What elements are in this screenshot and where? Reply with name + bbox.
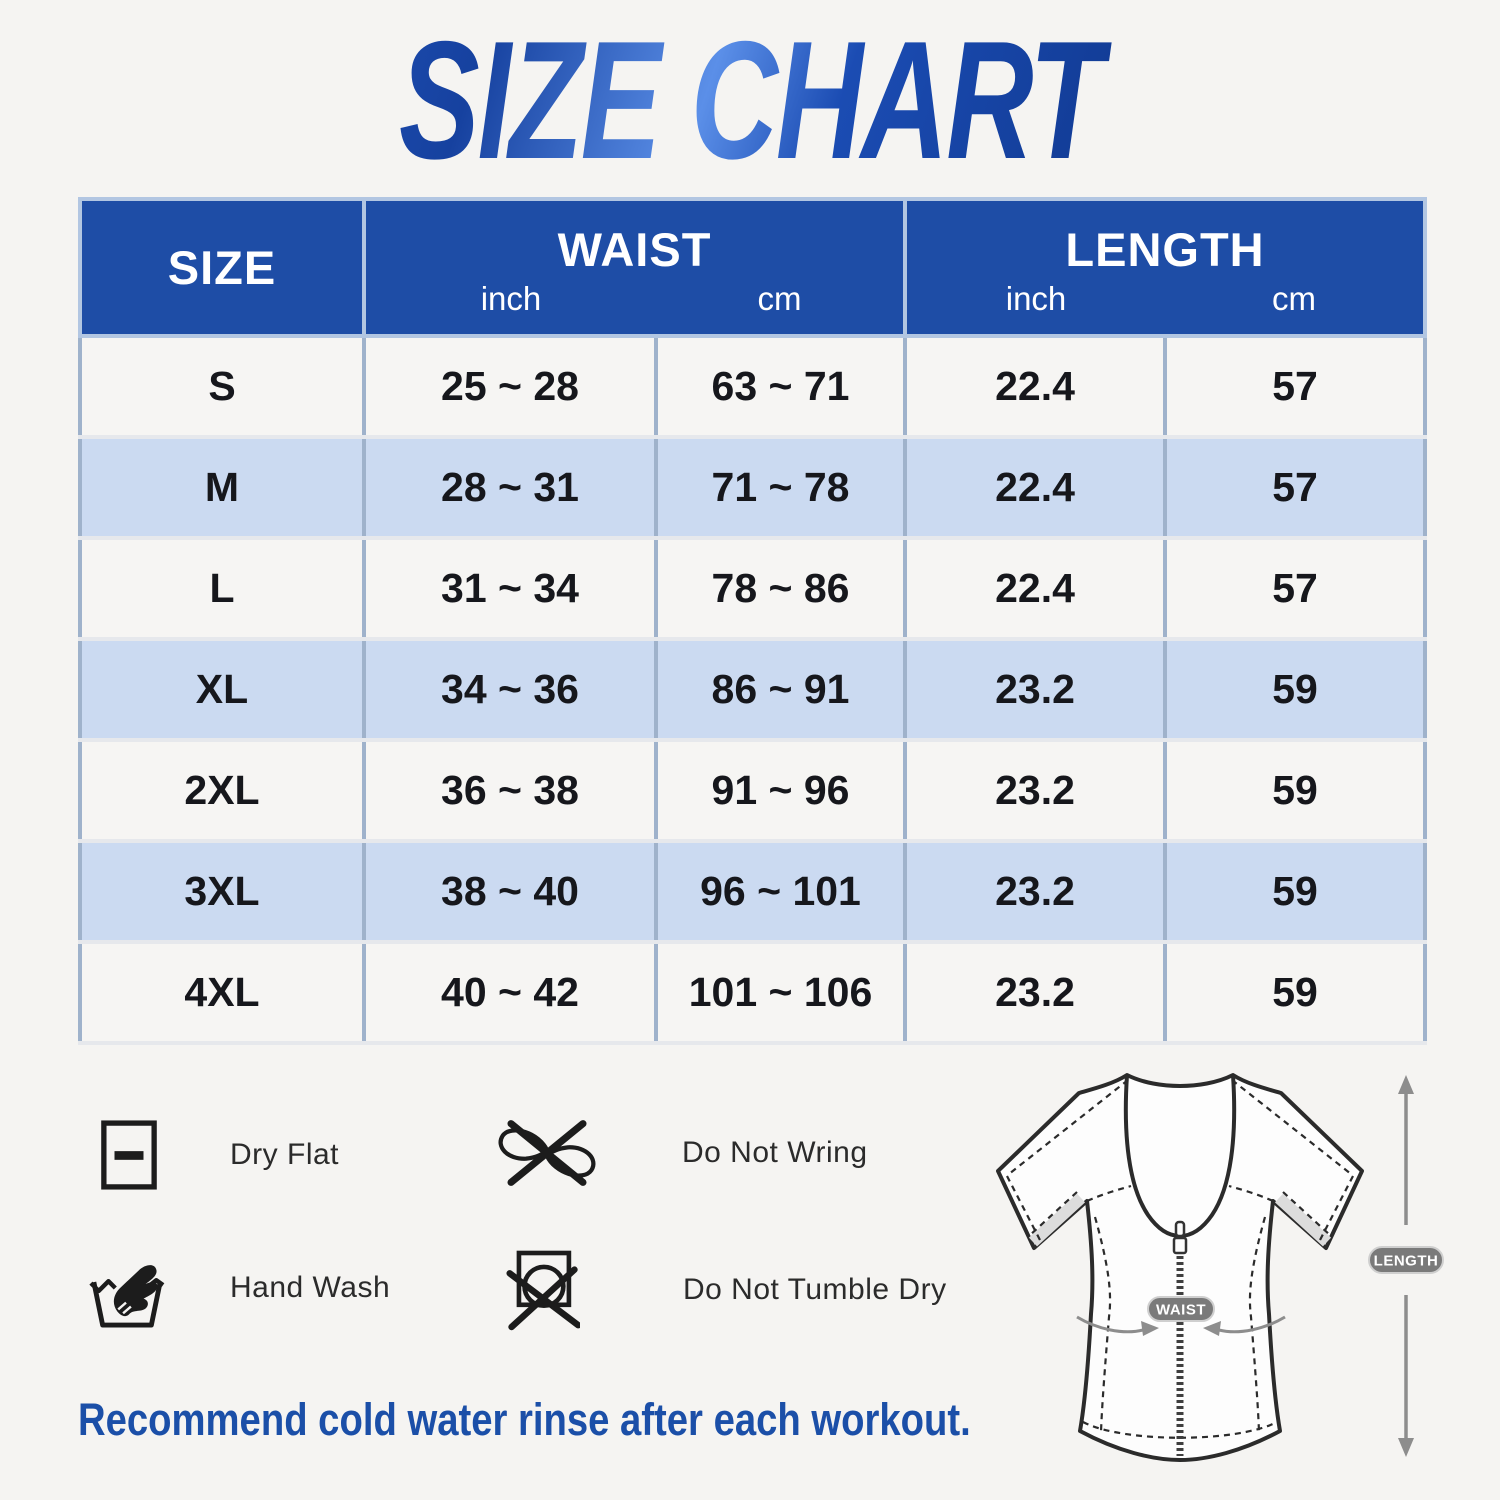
length-cm-cell: 57 [1165,437,1425,538]
table-row [80,841,1425,942]
header-waist [364,199,905,336]
garment-illustration [945,1052,1465,1492]
length-inch-cell: 22.4 [905,538,1165,639]
table-row [80,437,1425,538]
length-inch-cell: 22.4 [905,336,1165,437]
care-label: Hand Wash [230,1271,391,1304]
care-note: Recommend cold water rinse after each workout. [78,1394,971,1445]
length-badge [1369,1247,1443,1273]
size-cell: XL [80,639,364,740]
care-label: Dry Flat [230,1138,339,1171]
length-units [907,280,1423,318]
size-cell: M [80,437,364,538]
waist-inch-cell: 31 ~ 34 [364,538,656,639]
size-table [78,197,1427,1045]
waist-cm-cell: 63 ~ 71 [656,336,905,437]
length-badge-label: LENGTH [1373,1252,1439,1270]
dry-flat-icon [100,1119,158,1191]
header-size-label: SIZE [167,241,277,294]
waist-inch-cell: 25 ~ 28 [364,336,656,437]
size-cell: L [80,538,364,639]
length-inch-cell: 23.2 [905,639,1165,740]
waist-inch-cell: 36 ~ 38 [364,740,656,841]
length-cm-cell: 57 [1165,538,1425,639]
header-waist-label: WAIST [557,222,712,276]
size-cell: 3XL [80,841,364,942]
care-item-do-not-tumble-dry [506,1246,947,1334]
size-cell: 4XL [80,942,364,1043]
waist-cm-cell: 71 ~ 78 [656,437,905,538]
length-inch-cell: 22.4 [905,437,1165,538]
waist-cm-cell: 96 ~ 101 [656,841,905,942]
care-item-do-not-wring [494,1114,868,1192]
care-item-hand-wash [88,1244,390,1332]
waist-inch-cell: 28 ~ 31 [364,437,656,538]
length-cm-cell: 59 [1165,841,1425,942]
length-inch-cell: 23.2 [905,942,1165,1043]
waist-cm-cell: 91 ~ 96 [656,740,905,841]
length-inch-cell: 23.2 [905,841,1165,942]
length-unit-cm: cm [1272,279,1317,317]
waist-cm-cell: 101 ~ 106 [656,942,905,1043]
length-unit-inch: inch [1005,279,1067,317]
waist-unit-inch: inch [480,279,542,317]
length-inch-cell: 23.2 [905,740,1165,841]
size-cell: 2XL [80,740,364,841]
waist-unit-cm: cm [757,279,802,317]
header-length [905,199,1425,336]
table-row [80,336,1425,437]
waist-units [366,280,903,318]
waist-inch-cell: 34 ~ 36 [364,639,656,740]
waist-badge-label: WAIST [1156,1301,1206,1319]
table-row [80,538,1425,639]
waist-cm-cell: 86 ~ 91 [656,639,905,740]
waist-cm-cell: 78 ~ 86 [656,538,905,639]
waist-inch-cell: 38 ~ 40 [364,841,656,942]
do-not-tumble-dry-icon [506,1247,580,1333]
do-not-wring-icon [494,1115,600,1191]
table-row [80,639,1425,740]
page-title: SIZE CHART [210,16,1290,184]
size-cell: S [80,336,364,437]
header-size [80,199,364,336]
care-label: Do Not Wring [682,1136,868,1169]
length-cm-cell: 57 [1165,336,1425,437]
hand-wash-icon [88,1245,166,1331]
table-header-row [80,199,1425,336]
length-cm-cell: 59 [1165,639,1425,740]
care-item-dry-flat [100,1118,339,1192]
table-row [80,942,1425,1043]
waist-inch-cell: 40 ~ 42 [364,942,656,1043]
header-length-label: LENGTH [1065,222,1265,276]
length-cm-cell: 59 [1165,740,1425,841]
waist-badge [1148,1297,1214,1321]
care-label: Do Not Tumble Dry [683,1273,947,1306]
table-row [80,740,1425,841]
length-cm-cell: 59 [1165,942,1425,1043]
